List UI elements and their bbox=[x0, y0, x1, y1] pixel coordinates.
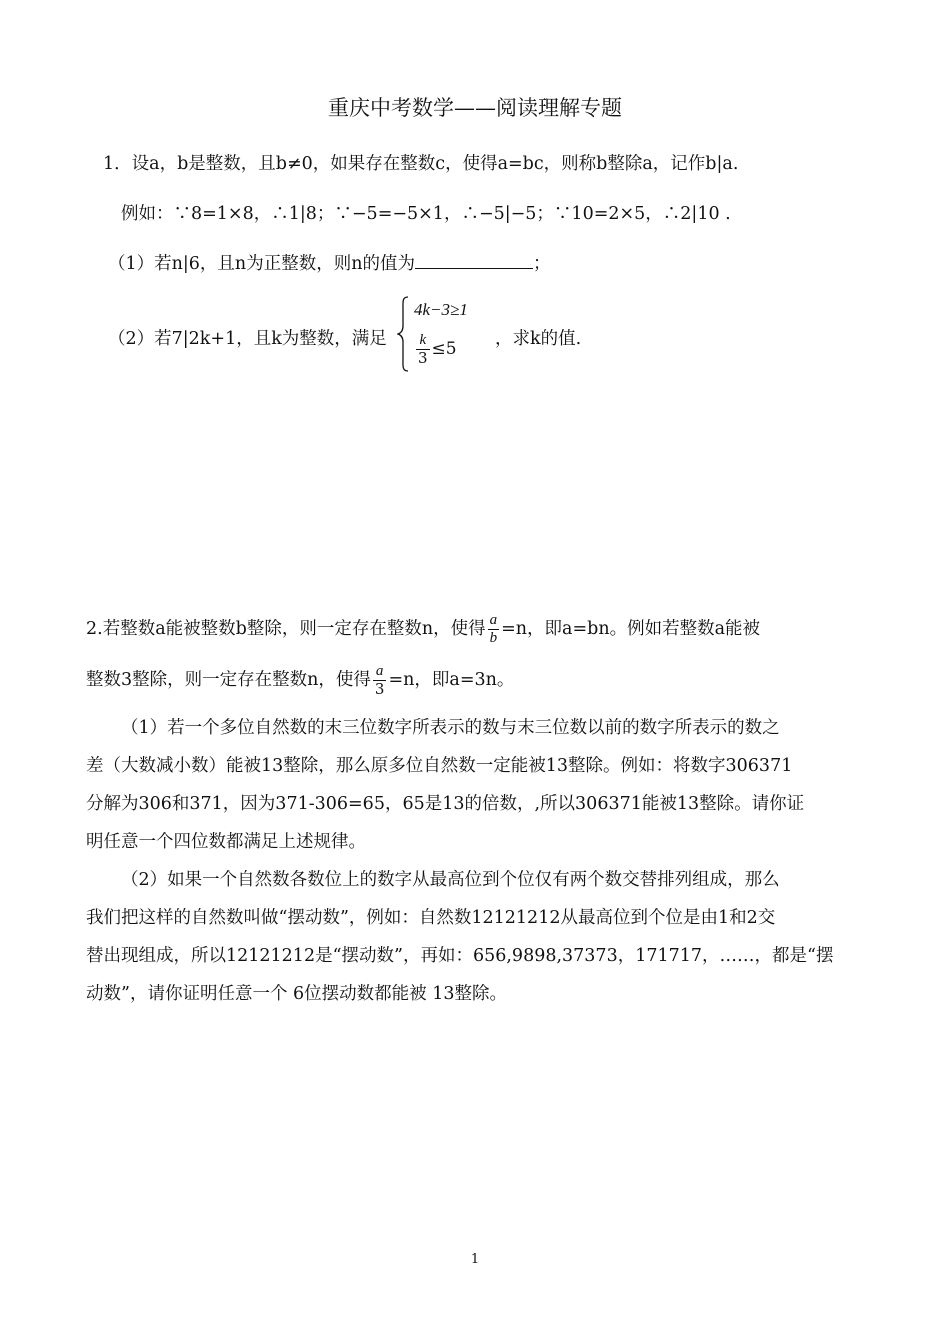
q2-intro-d: =n，即a=3n。 bbox=[388, 670, 515, 690]
q2-p2-line: 替出现组成，所以12121212是“摆动数”，再如：656,9898,37373，171717，……，都是“摆 bbox=[86, 946, 834, 966]
frac2-numerator: a bbox=[373, 663, 387, 681]
q2-intro-line1 bbox=[86, 612, 760, 647]
frac1-numerator: a bbox=[489, 612, 498, 628]
frac1-denominator: b bbox=[489, 630, 498, 646]
q2-intro-line2 bbox=[86, 663, 514, 698]
frac-numerator: k bbox=[416, 332, 430, 350]
q1-part2: （2）若7|2k+1，且k为整数，满足 bbox=[108, 329, 387, 349]
fraction-a-over-b bbox=[488, 612, 500, 647]
q2-p1-line: 差（大数减小数）能被13整除，那么原多位自然数一定能被13整除。例如：将数字306371 bbox=[86, 756, 793, 776]
system-line-1: 4k−3≥1 bbox=[414, 300, 468, 319]
document-title: 重庆中考数学——阅读理解专题 bbox=[328, 96, 622, 120]
q2-intro-b: =n，即a=bn。例如若整数a能被 bbox=[501, 619, 761, 639]
system-line-2 bbox=[414, 332, 457, 367]
q1-part2-end: ，求k的值. bbox=[495, 329, 582, 349]
q1-part1-end: ； bbox=[532, 254, 551, 274]
q2-intro-c: 整数3整除，则一定存在整数n，使得 bbox=[86, 670, 371, 690]
q1-part1-text: （1）若n|6，且n为正整数，则n的值为 bbox=[108, 254, 415, 274]
q2-intro-a: 2.若整数a能被整数b整除，则一定存在整数n，使得 bbox=[86, 619, 486, 639]
inequality-system bbox=[397, 296, 497, 376]
fraction-a-over-3 bbox=[373, 663, 387, 698]
page-number: 1 bbox=[470, 1252, 480, 1267]
q2-p2-line: （2）如果一个自然数各数位上的数字从最高位到个位仅有两个数交替排列组成，那么 bbox=[121, 870, 780, 890]
q2-p1-line: （1）若一个多位自然数的末三位数字所表示的数与末三位数以前的数字所表示的数之 bbox=[121, 718, 780, 738]
answer-blank bbox=[415, 254, 533, 269]
q2-p2-line: 我们把这样的自然数叫做“摆动数”，例如：自然数12121212从最高位到个位是由1和2交 bbox=[86, 908, 776, 928]
q2-p1-line: 明任意一个四位数都满足上述规律。 bbox=[86, 832, 366, 852]
q2-p2-line: 动数”，请你证明任意一个 6位摆动数都能被 13整除。 bbox=[86, 984, 507, 1004]
q1-example: 例如：∵8=1×8，∴1|8；∵−5=−5×1，∴−5|−5；∵10=2×5，∴2|10 . bbox=[121, 204, 731, 224]
q1-stem: 1．设a，b是整数，且b≠0，如果存在整数c，使得a=bc，则称b整除a，记作b|a. bbox=[103, 154, 739, 174]
left-brace-icon bbox=[397, 296, 409, 372]
q1-part1 bbox=[108, 250, 550, 275]
system-line-2-rest: ≤5 bbox=[431, 339, 457, 359]
q2-p1-line: 分解为306和371，因为371-306=65，65是13的倍数，,所以306371能被13整除。请你证 bbox=[86, 794, 805, 814]
frac2-denominator: 3 bbox=[374, 680, 385, 698]
frac-denominator: 3 bbox=[418, 349, 428, 367]
